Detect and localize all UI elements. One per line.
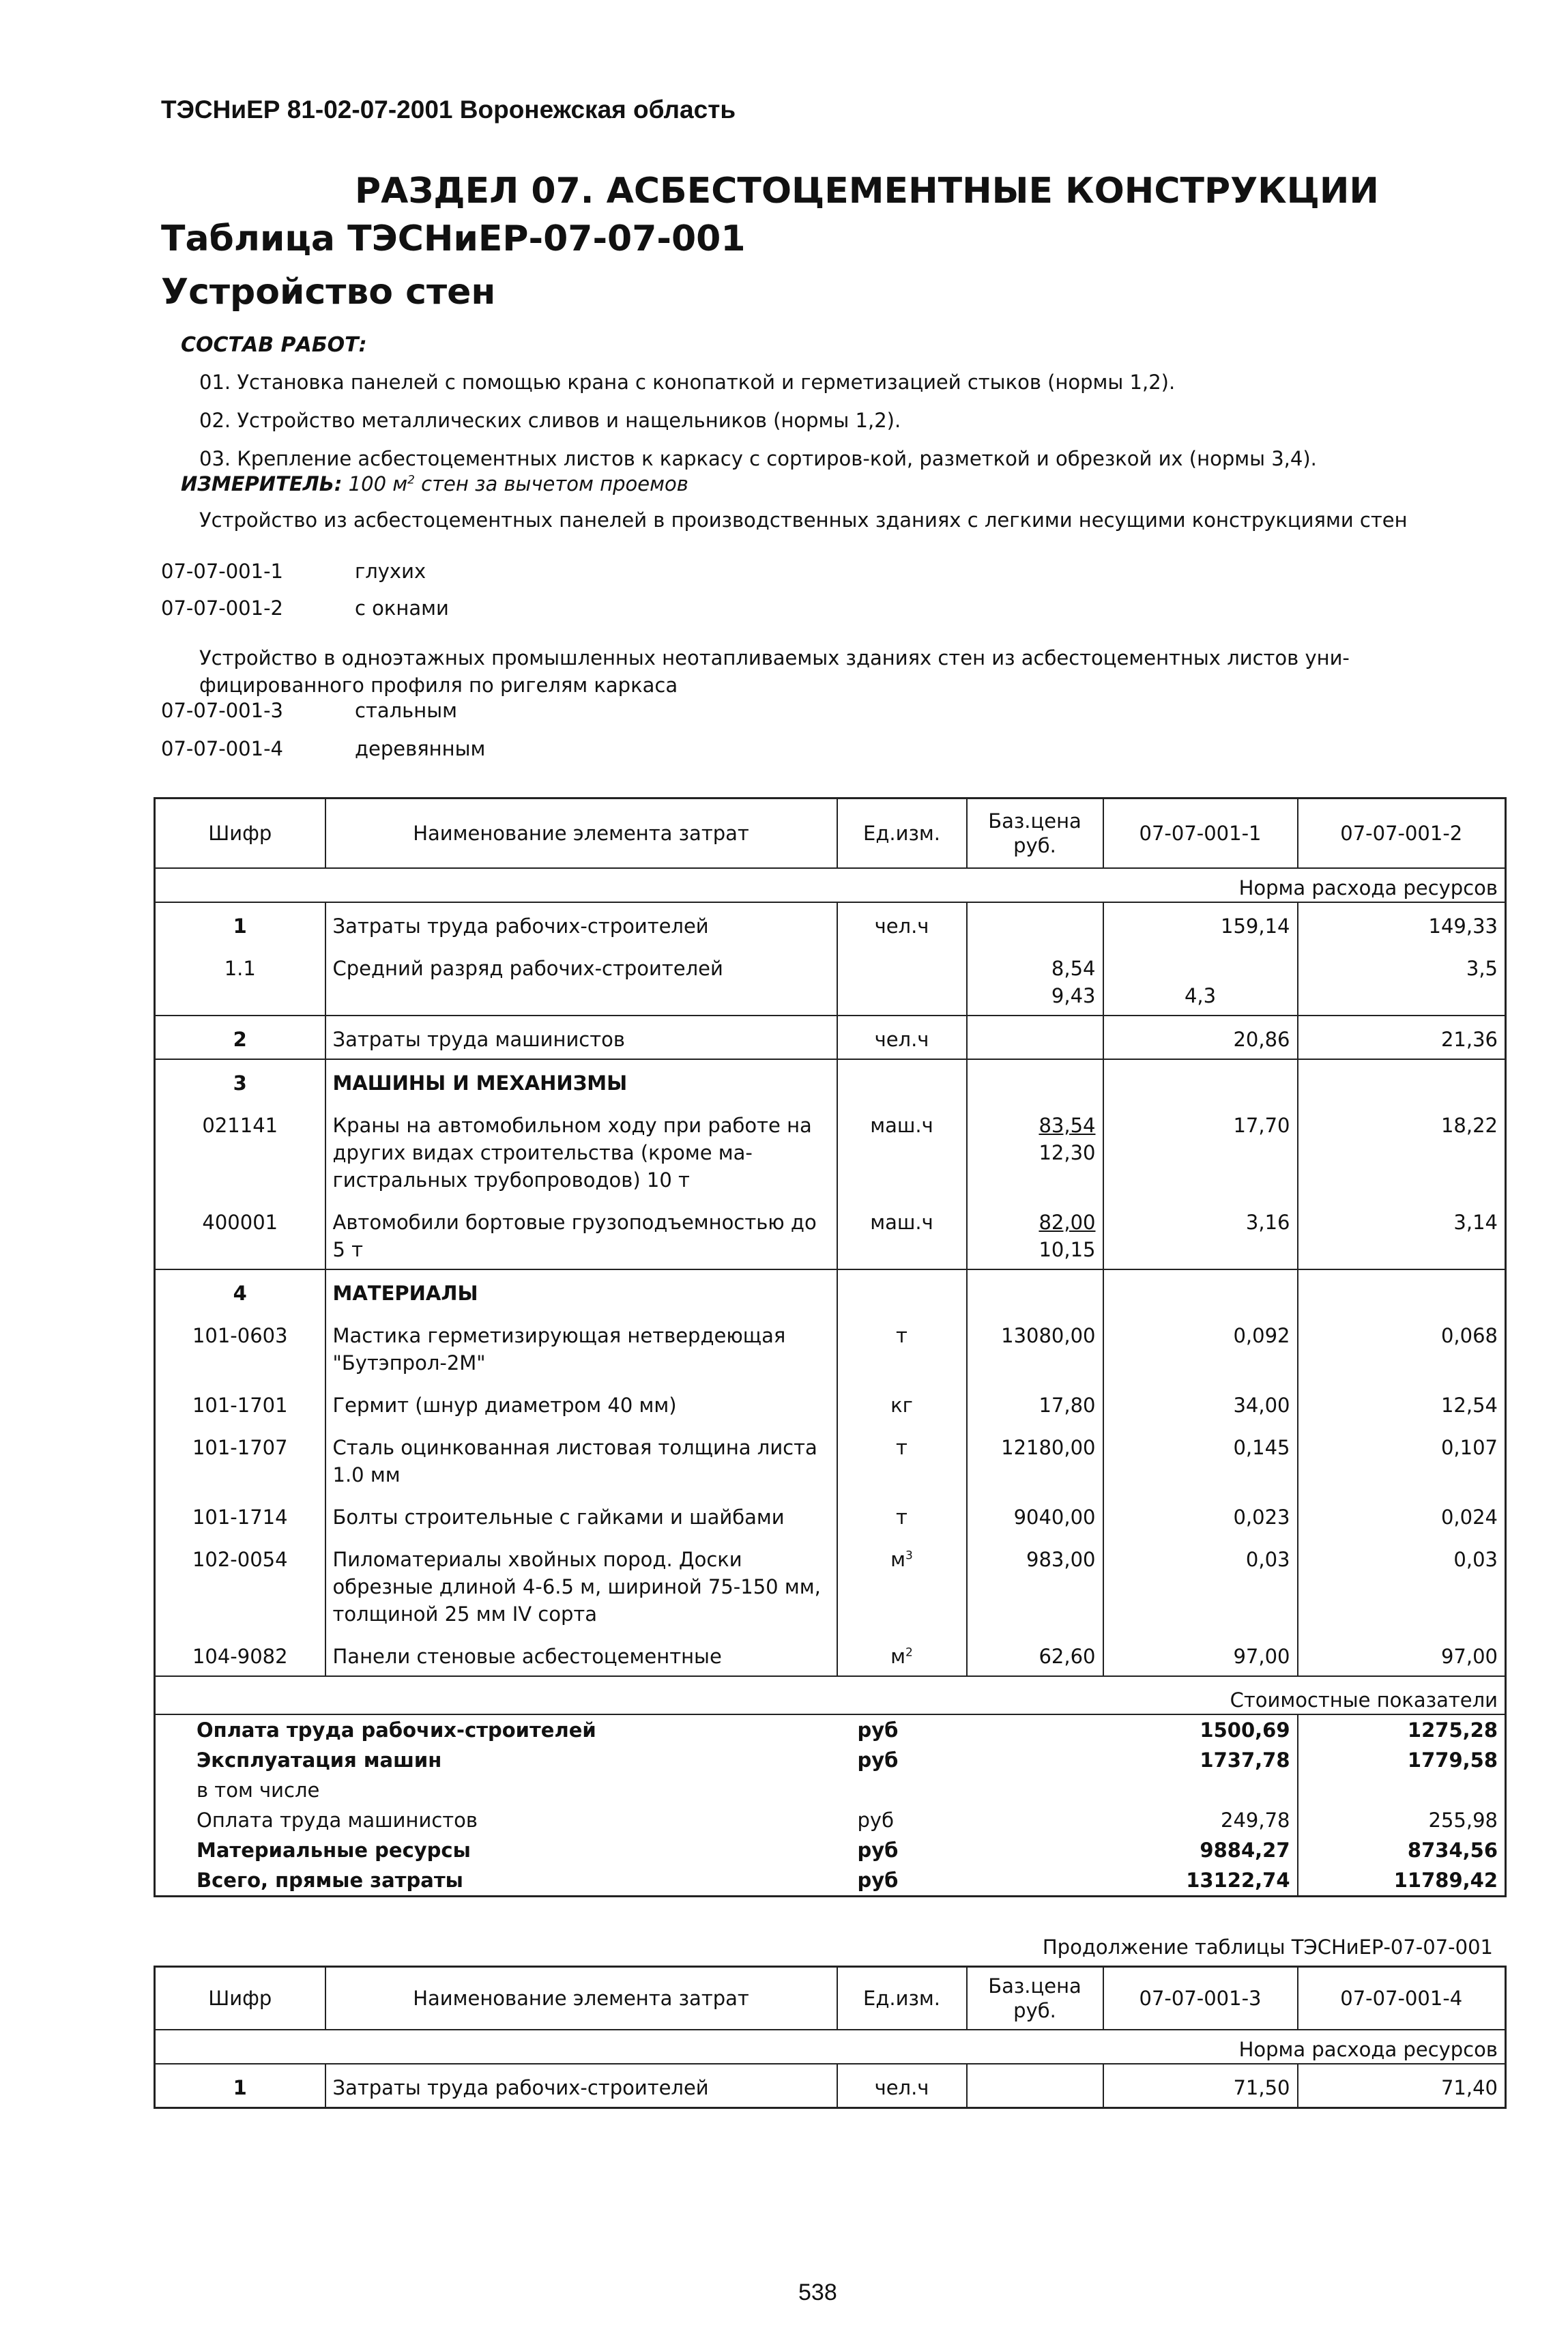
col-name-header: Наименование элемента затрат: [325, 799, 837, 868]
cost-value-b: 1275,28: [1407, 1718, 1498, 1742]
meter-label: ИЗМЕРИТЕЛЬ:: [181, 472, 343, 495]
table-row: [155, 1633, 1506, 1676]
row-name: Затраты труда рабочих-строителей: [325, 902, 837, 945]
code-2: 07-07-001-2: [161, 596, 283, 620]
table-row: [155, 1424, 1506, 1494]
cost-value-a: 249,78: [1103, 1805, 1298, 1835]
row-name: МАШИНЫ И МЕХАНИЗМЫ: [325, 1059, 837, 1102]
meter-value: 100 м: [348, 472, 408, 495]
table-header-row: [155, 799, 1506, 868]
cost-value-a: 13122,74: [1103, 1865, 1298, 1897]
row-price: 983,00: [967, 1536, 1103, 1633]
row-code: 021141: [155, 1102, 325, 1199]
meter-text: стен за вычетом проемов: [414, 472, 688, 495]
code-1: 07-07-001-1: [161, 560, 283, 583]
cost-label-cell: Оплата труда рабочих-строителей: [197, 1718, 596, 1742]
row-price: 9040,00: [967, 1494, 1103, 1536]
row-name: Затраты труда машинистов: [325, 1016, 837, 1059]
works-label: СОСТАВ РАБОТ:: [181, 333, 367, 357]
row-value-a: 34,00: [1103, 1382, 1298, 1424]
row-value-b: 0,068: [1440, 1323, 1498, 1347]
row-code: 400001: [155, 1199, 325, 1269]
description-2: Устройство в одноэтажных промышленных неотапливаемых зданиях стен из асбестоцементных листов уни-фицированного профиля по ригелям каркаса: [199, 646, 1350, 697]
cost-value-b: 1779,58: [1407, 1748, 1498, 1772]
cost-unit: руб: [857, 1748, 899, 1772]
col-a-header: 07-07-001-1: [1103, 799, 1298, 868]
row-unit: чел.ч: [837, 2064, 967, 2108]
table-row: [155, 945, 1506, 1016]
row-price: 82,00 10,15: [967, 1199, 1103, 1269]
row-unit: маш.ч: [837, 1102, 967, 1199]
row-value-b: 3,14: [1298, 1199, 1506, 1269]
row-price: 62,60: [967, 1633, 1103, 1676]
continuation-table: [154, 1966, 1507, 2109]
work-item: 01. Установка панелей с помощью крана с конопаткой и герметизацией стыков (нормы 1,2).: [199, 371, 1176, 394]
row-value-a: 97,00: [1103, 1633, 1298, 1676]
row-unit: $м^2$: [837, 1633, 967, 1676]
norm-label: Норма расхода ресурсов: [155, 868, 1506, 902]
row-name: Мастика герметизирующая нетвердеющая "Бутэпрол-2М": [325, 1312, 837, 1382]
work-item: 03. Крепление асбестоцементных листов к каркасу с сортиров-кой, разметкой и обрезкой их (нормы 3,4).: [199, 447, 1317, 470]
row-unit: $м^3$: [837, 1536, 967, 1633]
row-value-a: 71,50: [1103, 2064, 1298, 2108]
row-price: [967, 902, 1103, 945]
description-1: Устройство из асбестоцементных панелей в производственных зданиях с легкими несущими конструкциями стен: [199, 508, 1408, 532]
row-value-b: 18,22: [1440, 1113, 1498, 1137]
row-value-a: 20,86: [1103, 1016, 1298, 1059]
page-number: 538: [798, 2279, 837, 2305]
row-value-a: 0,092: [1103, 1312, 1298, 1382]
cost-section-row: [155, 1676, 1506, 1714]
row-code: 101-0603: [155, 1312, 325, 1382]
col-unit-header: Ед.изм.: [837, 1967, 967, 2030]
row-code: 3: [155, 1059, 325, 1102]
table-row: [155, 1382, 1506, 1424]
row-unit: т: [837, 1312, 967, 1382]
row-name: Краны на автомобильном ходу при работе на других видах строительства (кроме ма-гистральных трубопроводов) 10 т: [325, 1102, 837, 1199]
col-unit-header: Ед.изм.: [837, 799, 967, 868]
row-code: 102-0054: [155, 1536, 325, 1633]
cost-value-b: 255,98: [1428, 1808, 1498, 1832]
table-row: [155, 1269, 1506, 1312]
row-name: Пиломатериалы хвойных пород. Доски обрезные длиной 4-6.5 м, шириной 75-150 мм, толщиной 25 мм IV сорта: [325, 1536, 837, 1633]
row-value-a: 0,023: [1103, 1494, 1298, 1536]
continuation-label: Продолжение таблицы ТЭСНиЕР-07-07-001: [1042, 1936, 1493, 1959]
cost-row: [155, 1865, 1506, 1897]
row-unit: чел.ч: [837, 902, 967, 945]
cost-row: [155, 1775, 1506, 1805]
row-code: 1: [155, 902, 325, 945]
works-list: [199, 363, 1317, 478]
code-4-name: деревянным: [355, 737, 486, 760]
col-name-header: Наименование элемента затрат: [325, 1967, 837, 2030]
cost-row: [155, 1714, 1506, 1745]
cost-label-cell: Эксплуатация машин: [197, 1748, 442, 1772]
table-row: [155, 1312, 1506, 1382]
row-value-b: 3,5: [1298, 945, 1506, 1016]
cost-label-cell: Оплата труда машинистов: [197, 1808, 478, 1832]
row-value-b: 149,33: [1428, 914, 1498, 938]
code-4: 07-07-001-4: [161, 737, 283, 760]
row-unit: т: [837, 1494, 967, 1536]
row-name: Сталь оцинкованная листовая толщина листа 1.0 мм: [325, 1424, 837, 1494]
col-code-header: Шифр: [155, 1967, 325, 2030]
row-code: 101-1707: [155, 1424, 325, 1494]
table-row: [155, 1199, 1506, 1269]
row-value-a: 159,14: [1103, 902, 1298, 945]
cost-label: Стоимостные показатели: [155, 1676, 1506, 1714]
cost-row: [155, 1805, 1506, 1835]
col-price-header: Баз.цена руб.: [967, 799, 1103, 868]
table-row: [155, 1016, 1506, 1059]
table-row: [155, 1536, 1506, 1633]
cost-unit: руб: [857, 1718, 899, 1742]
norm-section-row: [155, 2030, 1506, 2064]
meter-line: [181, 472, 688, 495]
cost-value-a: 1500,69: [1103, 1714, 1298, 1745]
row-unit: кг: [837, 1382, 967, 1424]
row-name: Автомобили бортовые грузоподъемностью до 5 т: [325, 1199, 837, 1269]
row-price: 13080,00: [967, 1312, 1103, 1382]
row-code: 4: [155, 1269, 325, 1312]
table-row: [155, 1102, 1506, 1199]
cost-label-cell: Материальные ресурсы: [197, 1838, 471, 1862]
col-a-header: 07-07-001-3: [1103, 1967, 1298, 2030]
row-name: Средний разряд рабочих-строителей: [325, 945, 837, 1016]
row-price: [967, 2064, 1103, 2108]
row-value-b: 0,024: [1440, 1505, 1498, 1529]
row-code: 101-1714: [155, 1494, 325, 1536]
row-value-a: 0,145: [1103, 1424, 1298, 1494]
document-header: ТЭСНиЕР 81-02-07-2001 Воронежская область: [161, 96, 736, 124]
row-unit: [837, 945, 967, 1016]
cost-value-a: 9884,27: [1103, 1835, 1298, 1865]
row-unit: маш.ч: [837, 1199, 967, 1269]
row-unit: чел.ч: [837, 1016, 967, 1059]
table-title: Таблица ТЭСНиЕР-07-07-001: [161, 218, 746, 259]
row-code: 2: [155, 1016, 325, 1059]
cost-row: [155, 1745, 1506, 1775]
row-code: 1.1: [155, 945, 325, 1016]
table-header-row: [155, 1967, 1506, 2030]
row-name: МАТЕРИАЛЫ: [325, 1269, 837, 1312]
row-value-b: 0,107: [1440, 1435, 1498, 1459]
row-name: Гермит (шнур диаметром 40 мм): [325, 1382, 837, 1424]
col-price-header: Баз.цена руб.: [967, 1967, 1103, 2030]
row-price: 83,54 12,30: [967, 1102, 1103, 1199]
row-value-a: 17,70: [1103, 1102, 1298, 1199]
row-code: 1: [155, 2064, 325, 2108]
col-b-header: 07-07-001-4: [1298, 1967, 1506, 2030]
row-value-b: 21,36: [1298, 1016, 1506, 1059]
row-code: 101-1701: [155, 1382, 325, 1424]
cost-unit: руб: [857, 1808, 894, 1832]
code-1-name: глухих: [355, 560, 426, 583]
table-row: [155, 2064, 1506, 2108]
cost-value-a: 1737,78: [1103, 1745, 1298, 1775]
cost-unit: руб: [857, 1838, 899, 1862]
norm-section-row: [155, 868, 1506, 902]
row-value-b: 0,03: [1453, 1547, 1498, 1571]
row-price: [967, 1016, 1103, 1059]
row-price: 17,80: [967, 1382, 1103, 1424]
work-item: 02. Устройство металлических сливов и нащельников (нормы 1,2).: [199, 409, 901, 432]
code-2-name: с окнами: [355, 596, 449, 620]
row-name: Панели стеновые асбестоцементные: [325, 1633, 837, 1676]
row-price: 12180,00: [967, 1424, 1103, 1494]
code-3: 07-07-001-3: [161, 699, 283, 722]
cost-value-b: 11789,42: [1393, 1868, 1498, 1892]
row-name: Болты строительные с гайками и шайбами: [325, 1494, 837, 1536]
row-value-a: 4,3: [1103, 945, 1298, 1016]
table-row: [155, 902, 1506, 945]
col-b-header: 07-07-001-2: [1298, 799, 1506, 868]
row-code: 104-9082: [155, 1633, 325, 1676]
norm-label: Норма расхода ресурсов: [155, 2030, 1506, 2064]
row-name: Затраты труда рабочих-строителей: [325, 2064, 837, 2108]
col-code-header: Шифр: [155, 799, 325, 868]
cost-value-b: 8734,56: [1407, 1838, 1498, 1862]
cost-label-cell: в том числе: [197, 1778, 320, 1802]
code-3-name: стальным: [355, 699, 457, 722]
row-value-b: 12,54: [1440, 1393, 1498, 1417]
table-row: [155, 1494, 1506, 1536]
section-title: РАЗДЕЛ 07. АСБЕСТОЦЕМЕНТНЫЕ КОНСТРУКЦИИ: [355, 171, 1379, 212]
row-unit: т: [837, 1424, 967, 1494]
cost-label-cell: Всего, прямые затраты: [197, 1868, 463, 1892]
cost-unit: руб: [857, 1868, 899, 1892]
norms-table: [154, 797, 1507, 1897]
subtitle: Устройство стен: [161, 272, 496, 313]
table-row: [155, 1059, 1506, 1102]
row-value-b: 71,40: [1440, 2075, 1498, 2099]
row-value-b: 97,00: [1298, 1633, 1506, 1676]
meter-sup: 2: [407, 473, 415, 487]
row-value-a: 0,03: [1103, 1536, 1298, 1633]
row-value-a: 3,16: [1103, 1199, 1298, 1269]
cost-row: [155, 1835, 1506, 1865]
row-price: 8,54 9,43: [967, 945, 1103, 1016]
